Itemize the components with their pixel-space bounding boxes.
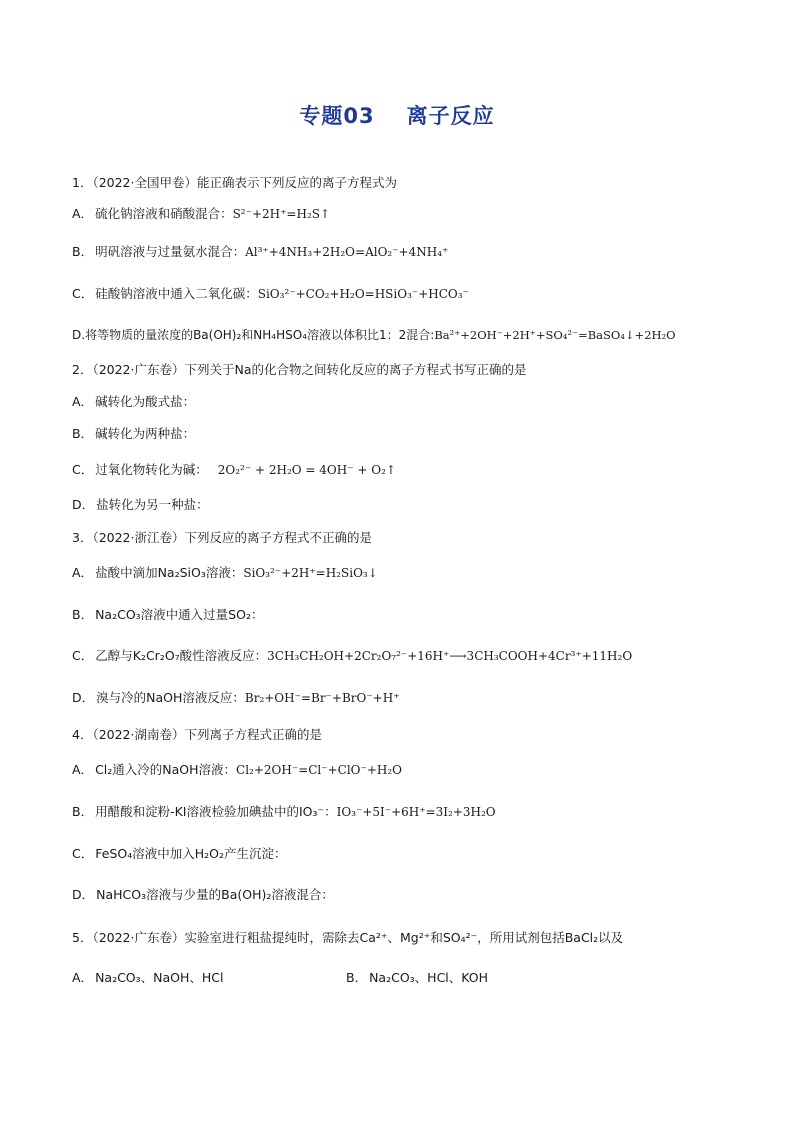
page-title — [0, 100, 794, 130]
question-2-stem: 2．（2022·广东卷）下列关于Na的化合物之间转化反应的离子方程式书写正确的是 — [72, 362, 527, 377]
q1-option-d: D.将等物质的量浓度的Ba(OH)₂和NH₄HSO₄溶液以体积比1：2混合:Ba²⁺+2OH⁻+2H⁺+SO₄²⁻=BaSO₄↓+2H₂O — [72, 328, 676, 342]
question-1-stem: 1．（2022·全国甲卷）能正确表示下列反应的离子方程式为 — [72, 175, 397, 190]
q4-option-d: D． NaHCO₃溶液与少量的Ba(OH)₂溶液混合： — [72, 887, 334, 902]
title-part1: 专题03 — [299, 104, 375, 128]
q2-option-c: C． 过氧化物转化为碱： 2O₂²⁻ + 2H₂O = 4OH⁻ + O₂↑ — [72, 462, 396, 477]
q3-option-c: C． 乙醇与K₂Cr₂O₇酸性溶液反应：3CH₃CH₂OH+2Cr₂O₇²⁻+16H⁺⟶3CH₃COOH+4Cr³⁺+11H₂O — [72, 648, 633, 663]
q2-option-b: B． 碱转化为两种盐： — [72, 426, 196, 441]
q3-option-d: D． 溴与冷的NaOH溶液反应：Br₂+OH⁻=Br⁻+BrO⁻+H⁺ — [72, 690, 400, 705]
q5-option-b: B． Na₂CO₃、HCl、KOH — [346, 970, 489, 985]
q2-option-d: D． 盐转化为另一种盐： — [72, 497, 209, 512]
q4-option-a: A． Cl₂通入冷的NaOH溶液：Cl₂+2OH⁻=Cl⁻+ClO⁻+H₂O — [72, 762, 403, 777]
question-5-stem: 5．（2022·广东卷）实验室进行粗盐提纯时，需除去Ca²⁺、Mg²⁺和SO₄²⁻，所用试剂包括BaCl₂以及 — [72, 930, 624, 945]
q1-option-c: C． 硅酸钠溶液中通入二氧化碳：SiO₃²⁻+CO₂+H₂O=HSiO₃⁻+HCO₃⁻ — [72, 286, 469, 301]
q1-option-b: B． 明矾溶液与过量氨水混合：Al³⁺+4NH₃+2H₂O=AlO₂⁻+4NH₄⁺ — [72, 244, 449, 259]
q4-option-b: B． 用醋酸和淀粉-KI溶液检验加碘盐中的IO₃⁻：IO₃⁻+5I⁻+6H⁺=3I₂+3H₂O — [72, 804, 496, 819]
q4-option-c: C． FeSO₄溶液中加入H₂O₂产生沉淀： — [72, 846, 287, 861]
question-4-stem: 4．（2022·湖南卷）下列离子方程式正确的是 — [72, 727, 322, 742]
question-3-stem: 3．（2022·浙江卷）下列反应的离子方程式不正确的是 — [72, 530, 372, 545]
q1-option-a: A． 硫化钠溶液和硝酸混合：S²⁻+2H⁺=H₂S↑ — [72, 206, 331, 221]
q2-option-a: A． 碱转化为酸式盐： — [72, 394, 196, 409]
q5-option-a: A． Na₂CO₃、NaOH、HCl — [72, 970, 224, 985]
q3-option-b: B． Na₂CO₃溶液中通入过量SO₂： — [72, 607, 264, 622]
q3-option-a: A． 盐酸中滴加Na₂SiO₃溶液：SiO₃²⁻+2H⁺=H₂SiO₃↓ — [72, 565, 378, 580]
title-part2: 离子反应 — [406, 104, 495, 128]
